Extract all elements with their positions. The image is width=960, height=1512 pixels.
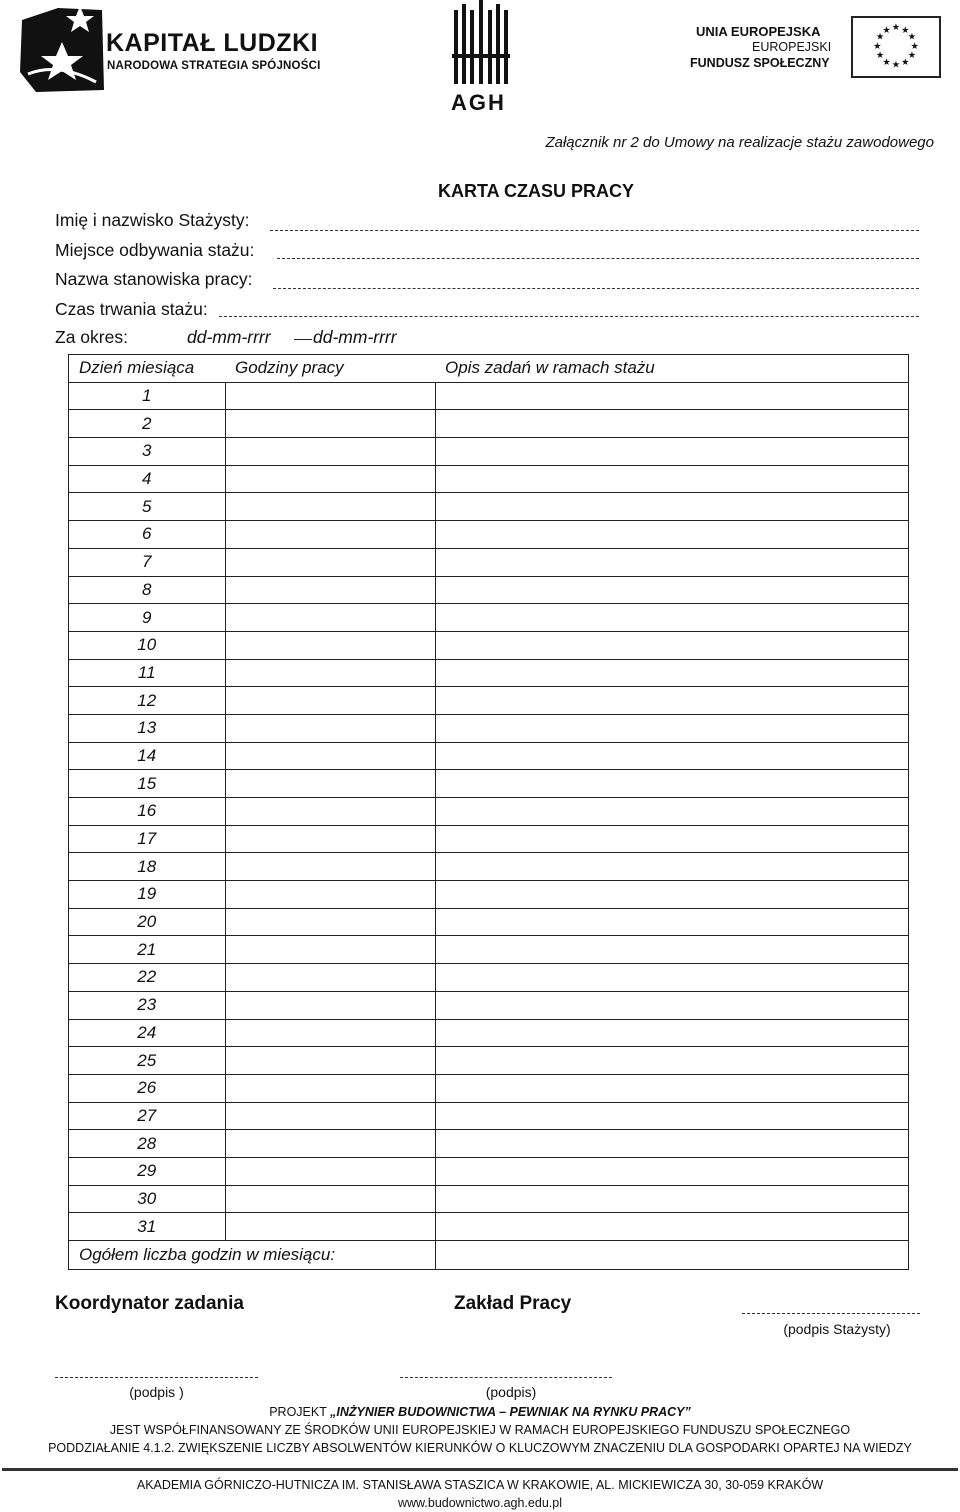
svg-text:★: ★ [901, 56, 910, 68]
day-number: 22 [69, 964, 226, 992]
hours-cell[interactable] [225, 1213, 435, 1241]
svg-text:★: ★ [907, 50, 917, 62]
col-tasks-header: Opis zadań w ramach stażu [435, 355, 909, 383]
tasks-cell[interactable] [435, 936, 909, 964]
day-number: 14 [69, 742, 226, 770]
coordinator-signature-line[interactable] [55, 1377, 258, 1378]
day-number: 17 [69, 825, 226, 853]
period-date-to[interactable]: dd-mm-rrrr [313, 327, 397, 347]
day-number: 5 [69, 493, 226, 521]
table-row [69, 825, 909, 853]
col-day-header: Dzień miesiąca [69, 355, 226, 383]
footer-address: AKADEMIA GÓRNICZO-HUTNICZA IM. STANISŁAWA STASZICA W KRAKOWIE, AL. MICKIEWICZA 30, 30-059 KRAKÓW [136, 1478, 824, 1492]
table-row [69, 604, 909, 632]
tasks-cell[interactable] [435, 853, 909, 881]
table-row [69, 908, 909, 936]
hours-cell[interactable] [225, 604, 435, 632]
footer-divider [2, 1468, 958, 1471]
day-number: 12 [69, 687, 226, 715]
hours-cell[interactable] [225, 687, 435, 715]
day-number: 3 [69, 438, 226, 466]
tasks-cell[interactable] [435, 964, 909, 992]
svg-text:★: ★ [910, 40, 919, 52]
total-hours-label: Ogółem liczba godzin w miesiącu: [69, 1241, 436, 1270]
day-number: 9 [69, 604, 226, 632]
kapital-ludzki-title: KAPITAŁ LUDZKI [106, 29, 319, 57]
table-row [69, 438, 909, 466]
document-title: KARTA CZASU PRACY [438, 181, 634, 201]
footer-cofinancing: JEST WSPÓŁFINANSOWANY ZE ŚRODKÓW UNII EUROPEJSKIEJ W RAMACH EUROPEJSKIEGO FUNDUSZU SPOŁECZNEGO [109, 1423, 851, 1437]
tasks-cell[interactable] [435, 1185, 909, 1213]
day-number: 27 [69, 1102, 226, 1130]
table-row [69, 770, 909, 798]
hours-cell[interactable] [225, 438, 435, 466]
tasks-cell[interactable] [435, 548, 909, 576]
table-row [69, 853, 909, 881]
day-number: 20 [69, 908, 226, 936]
day-number: 31 [69, 1213, 226, 1241]
hours-cell[interactable] [225, 382, 435, 410]
hours-cell[interactable] [225, 493, 435, 521]
tasks-cell[interactable] [435, 382, 909, 410]
day-number: 7 [69, 548, 226, 576]
position-name-field[interactable] [273, 288, 919, 289]
annex-note: Załącznik nr 2 do Umowy na realizacje stażu zawodowego [545, 134, 934, 151]
footer-website[interactable]: www.budownictwo.agh.edu.pl [398, 1496, 562, 1510]
day-number: 23 [69, 991, 226, 1019]
tasks-cell[interactable] [435, 410, 909, 438]
table-row [69, 631, 909, 659]
eu-label-union: UNIA EUROPEJSKA [696, 24, 821, 39]
hours-cell[interactable] [225, 714, 435, 742]
tasks-cell[interactable] [435, 742, 909, 770]
timesheet-table [68, 354, 909, 1270]
day-number: 29 [69, 1157, 226, 1185]
table-row [69, 964, 909, 992]
tasks-cell[interactable] [435, 908, 909, 936]
table-row [69, 410, 909, 438]
day-number: 4 [69, 465, 226, 493]
svg-text:★: ★ [882, 56, 891, 68]
day-number: 15 [69, 770, 226, 798]
hours-cell[interactable] [225, 1074, 435, 1102]
hours-cell[interactable] [225, 1019, 435, 1047]
table-row [69, 881, 909, 909]
tasks-cell[interactable] [435, 1047, 909, 1075]
footer-project: PROJEKT „INŻYNIER BUDOWNICTWA – PEWNIAK NA RYNKU PRACY” [269, 1405, 691, 1419]
hours-cell[interactable] [225, 659, 435, 687]
svg-text:★: ★ [907, 31, 917, 43]
table-row [69, 465, 909, 493]
day-number: 11 [69, 659, 226, 687]
table-row [69, 1074, 909, 1102]
table-row [69, 382, 909, 410]
tasks-cell[interactable] [435, 604, 909, 632]
company-signature-caption: (podpis) [485, 1384, 537, 1400]
table-row [69, 991, 909, 1019]
table-row [69, 1102, 909, 1130]
footer-subaction: PODDZIAŁANIE 4.1.2. ZWIĘKSZENIE LICZBY ABSOLWENTÓW KIERUNKÓW O KLUCZOWYM ZNACZENIU DLA GOSPODARKI OPARTEJ NA WIEDZY [48, 1441, 912, 1455]
tasks-cell[interactable] [435, 1074, 909, 1102]
svg-text:★: ★ [875, 50, 885, 62]
period-dash [294, 339, 312, 340]
hours-cell[interactable] [225, 521, 435, 549]
table-row [69, 1157, 909, 1185]
internship-duration-field[interactable] [219, 316, 919, 317]
tasks-cell[interactable] [435, 576, 909, 604]
day-number: 10 [69, 631, 226, 659]
tasks-cell[interactable] [435, 881, 909, 909]
day-number: 2 [69, 410, 226, 438]
tasks-cell[interactable] [435, 1157, 909, 1185]
position-name-label: Nazwa stanowiska pracy: [55, 269, 253, 289]
hours-cell[interactable] [225, 991, 435, 1019]
trainee-signature-caption: (podpis Stażysty) [783, 1321, 891, 1337]
col-hours-header: Godziny pracy [225, 355, 435, 383]
period-date-from[interactable]: dd-mm-rrrr [187, 327, 271, 347]
tasks-cell[interactable] [435, 438, 909, 466]
hours-cell[interactable] [225, 853, 435, 881]
tasks-cell[interactable] [435, 493, 909, 521]
tasks-cell[interactable] [435, 1019, 909, 1047]
kapital-ludzki-subtitle: NARODOWA STRATEGIA SPÓJNOŚCI [107, 60, 321, 72]
company-signature-line[interactable] [400, 1377, 612, 1378]
table-row [69, 659, 909, 687]
tasks-cell[interactable] [435, 1213, 909, 1241]
tasks-cell[interactable] [435, 631, 909, 659]
day-number: 16 [69, 798, 226, 826]
trainee-name-label: Imię i nazwisko Stażysty: [55, 210, 250, 230]
period-label: Za okres: [55, 327, 128, 347]
table-row [69, 1130, 909, 1158]
hours-cell[interactable] [225, 548, 435, 576]
table-row [69, 1213, 909, 1241]
tasks-cell[interactable] [435, 770, 909, 798]
day-number: 6 [69, 521, 226, 549]
hours-cell[interactable] [225, 908, 435, 936]
hours-cell[interactable] [225, 410, 435, 438]
internship-place-label: Miejsce odbywania stażu: [55, 240, 255, 260]
tasks-cell[interactable] [435, 659, 909, 687]
table-row [69, 493, 909, 521]
internship-place-field[interactable] [277, 258, 919, 259]
svg-text:★: ★ [873, 40, 882, 52]
day-number: 8 [69, 576, 226, 604]
day-number: 28 [69, 1130, 226, 1158]
trainee-name-field[interactable] [270, 230, 919, 231]
hours-cell[interactable] [225, 1130, 435, 1158]
tasks-cell[interactable] [435, 991, 909, 1019]
day-number: 26 [69, 1074, 226, 1102]
hours-cell[interactable] [225, 770, 435, 798]
day-number: 24 [69, 1019, 226, 1047]
svg-text:★: ★ [891, 22, 901, 34]
hours-cell[interactable] [225, 881, 435, 909]
agh-wordmark: AGH [451, 90, 506, 115]
hours-cell[interactable] [225, 465, 435, 493]
hours-cell[interactable] [225, 1047, 435, 1075]
day-number: 21 [69, 936, 226, 964]
hours-cell[interactable] [225, 825, 435, 853]
table-row [69, 687, 909, 715]
day-number: 13 [69, 714, 226, 742]
table-header-row [69, 355, 909, 383]
tasks-cell[interactable] [435, 1102, 909, 1130]
table-row [69, 798, 909, 826]
hours-cell[interactable] [225, 1185, 435, 1213]
hours-cell[interactable] [225, 798, 435, 826]
company-label: Zakład Pracy [454, 1293, 572, 1314]
coordinator-signature-caption: (podpis ) [129, 1384, 184, 1400]
hours-cell[interactable] [225, 936, 435, 964]
hours-cell[interactable] [225, 1102, 435, 1130]
table-row [69, 548, 909, 576]
hours-cell[interactable] [225, 964, 435, 992]
eu-flag-icon [851, 16, 941, 78]
day-number: 19 [69, 881, 226, 909]
tasks-cell[interactable] [435, 1130, 909, 1158]
svg-text:★: ★ [891, 59, 901, 71]
total-hours-row [69, 1241, 909, 1270]
table-row [69, 576, 909, 604]
tasks-cell[interactable] [435, 714, 909, 742]
table-row [69, 936, 909, 964]
tasks-cell[interactable] [435, 465, 909, 493]
table-row [69, 714, 909, 742]
table-row [69, 1047, 909, 1075]
tasks-cell[interactable] [435, 798, 909, 826]
internship-duration-label: Czas trwania stażu: [55, 299, 208, 319]
day-number: 25 [69, 1047, 226, 1075]
trainee-signature-line[interactable] [742, 1313, 920, 1314]
table-row [69, 742, 909, 770]
coordinator-label: Koordynator zadania [55, 1293, 244, 1314]
footer-project-name: „INŻYNIER BUDOWNICTWA – PEWNIAK NA RYNKU PRACY” [330, 1405, 691, 1419]
day-number: 1 [69, 382, 226, 410]
table-row [69, 1019, 909, 1047]
table-row [69, 1185, 909, 1213]
tasks-cell[interactable] [435, 825, 909, 853]
hours-cell[interactable] [225, 1157, 435, 1185]
eu-label-fund-2: FUNDUSZ SPOŁECZNY [690, 56, 830, 70]
tasks-cell[interactable] [435, 687, 909, 715]
svg-text:★: ★ [875, 31, 885, 43]
day-number: 18 [69, 853, 226, 881]
hours-cell[interactable] [225, 576, 435, 604]
day-number: 30 [69, 1185, 226, 1213]
tasks-cell[interactable] [435, 521, 909, 549]
eu-label-fund-1: EUROPEJSKI [752, 40, 832, 54]
svg-text:★: ★ [882, 24, 891, 36]
hours-cell[interactable] [225, 742, 435, 770]
hours-cell[interactable] [225, 631, 435, 659]
table-row [69, 521, 909, 549]
svg-text:★: ★ [901, 24, 910, 36]
total-hours-value[interactable] [435, 1241, 909, 1270]
